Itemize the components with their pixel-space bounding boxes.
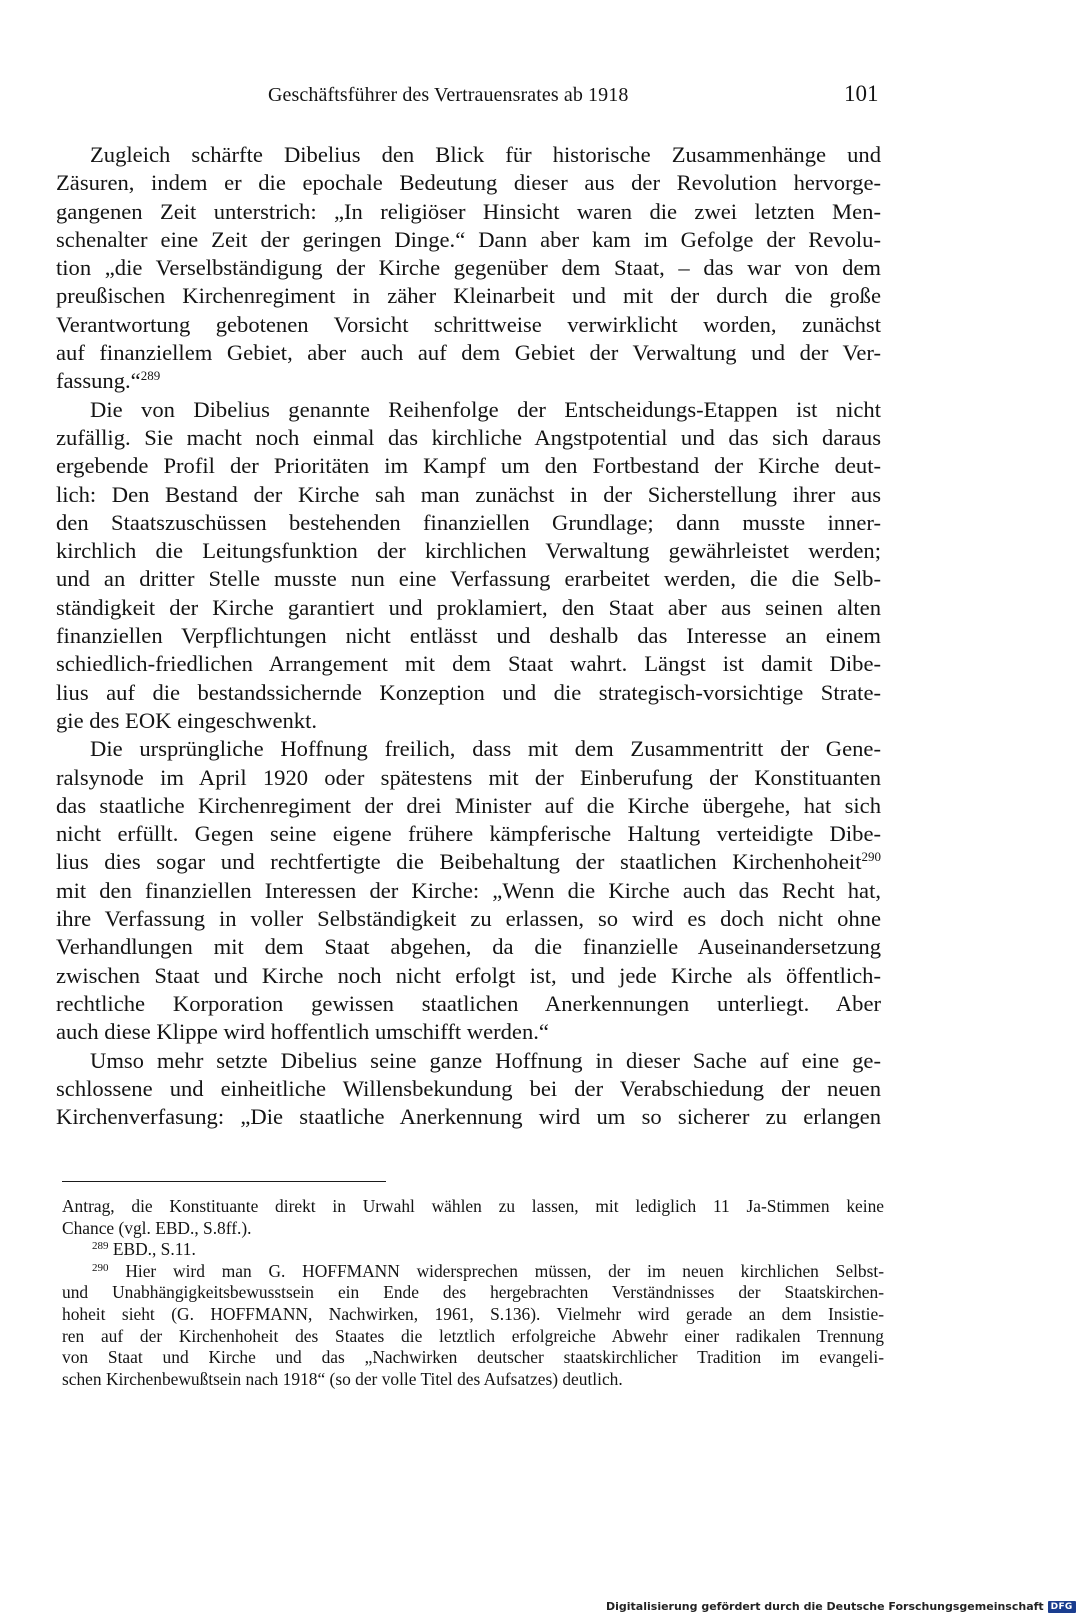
text-line-content: fassung.“: [56, 368, 141, 394]
digitization-banner: [606, 1600, 1076, 1613]
footnote-line: Chance (vgl. EBD., S.8ff.).: [62, 1217, 252, 1238]
text-line: das staatliche Kirchenregiment der drei Minister auf die Kirche übergehe, hat sich: [56, 792, 881, 818]
text-line: [56, 367, 881, 395]
dfg-logo-icon: DFG: [1048, 1601, 1076, 1613]
footnote-line: ren auf der Kirchenhoheit des Staates die letztlich erfolgreiche Abwehr einer radikalen Trennung: [62, 1325, 884, 1346]
text-line: und an dritter Stelle musste nun eine Verfassung erarbeitet werden, die die Selb-: [56, 566, 881, 592]
text-line: ergebende Profil der Prioritäten im Kampf um den Fortbestand der Kirche deut-: [56, 453, 881, 479]
main-text: [56, 141, 881, 1131]
footnote-290: [62, 1261, 884, 1283]
text-line: ralsynode im April 1920 oder spätestens mit der Einberufung der Konstituanten: [56, 764, 881, 790]
text-line: gie des EOK eingeschwenkt.: [56, 707, 318, 733]
text-line: ihre Verfassung in voller Selbständigkeit zu erlassen, so wird es doch nicht ohne: [56, 906, 881, 932]
footnote-ref-290[interactable]: 290: [861, 849, 881, 865]
text-line: [56, 848, 881, 876]
banner-text: Digitalisierung gefördert durch die Deutsche Forschungsgemeinschaft: [606, 1600, 1044, 1613]
running-header: Geschäftsführer des Vertrauensrates ab 1918: [268, 84, 629, 106]
footnote-ref-289[interactable]: 289: [140, 368, 161, 384]
text-line: schiedlich-friedlichen Arrangement mit dem Staat wahrt. Längst ist damit Dibe-: [56, 651, 881, 677]
footnote-line: Antrag, die Konstituante direkt in Urwahl wählen zu lassen, mit lediglich 11 Ja-Stimmen keine: [62, 1196, 884, 1216]
text-line: tion „die Verselbständigung der Kirche gegenüber dem Staat, – das war von dem: [56, 255, 881, 281]
footnote-line: von Staat und Kirche und das „Nachwirken deutscher staatskirchlicher Tradition im evangeli-: [62, 1347, 884, 1368]
text-line: Verantwortung gebotenen Vorsicht schrittweise verwirklicht worden, zunächst: [56, 311, 881, 337]
text-line: Die von Dibelius genannte Reihenfolge der Entscheidungs-Etappen ist nicht: [90, 396, 881, 422]
text-line: zwischen Staat und Kirche noch nicht erfolgt ist, und jede Kirche als öffentlich-: [56, 962, 881, 988]
text-line: lich: Den Bestand der Kirche sah man zunächst in der Sicherstellung ihrer aus: [56, 481, 881, 507]
text-line: den Staatszuschüssen bestehenden finanziellen Grundlage; dann musste inner-: [56, 509, 881, 535]
text-line: mit den finanziellen Interessen der Kirche: „Wenn die Kirche auch das Recht hat,: [56, 877, 881, 903]
text-line: Zäsuren, indem er die epochale Bedeutung dieser aus der Revolution hervorge-: [56, 170, 881, 196]
text-line: Zugleich schärfte Dibelius den Blick für historische Zusammenhänge und: [90, 142, 881, 167]
footnotes: [62, 1196, 884, 1390]
text-line: Umso mehr setzte Dibelius seine ganze Hoffnung in dieser Sache auf eine ge-: [90, 1047, 881, 1073]
text-line: auch diese Klippe wird hoffentlich umschifft werden.“: [56, 1019, 549, 1045]
footnote-separator: [62, 1181, 386, 1182]
text-line: preußischen Kirchenregiment in zäher Kleinarbeit und mit der durch die große: [56, 283, 881, 309]
page-number: 101: [844, 81, 879, 106]
text-line: ständigkeit der Kirche garantiert und proklamiert, den Staat aber aus seinen alten: [56, 594, 881, 620]
text-line: zufällig. Sie macht noch einmal das kirchliche Angstpotential und das sich daraus: [56, 424, 881, 450]
text-line-content: lius dies sogar und rechtfertigte die Beibehaltung der staatlichen Kirchenhoheit: [56, 849, 862, 875]
text-line: kirchlich die Leitungsfunktion der kirchlichen Verwaltung gewährleistet werden;: [56, 538, 881, 564]
footnote-line: und Unabhängigkeitsbewusstsein ein Ende des hergebrachten Verständnisses der Staatskirchen-: [62, 1282, 884, 1303]
footnote-line: hoheit sieht (G. HOFFMANN, Nachwirken, 1961, S.136). Vielmehr wird gerade an dem Insistie-: [62, 1303, 884, 1324]
footnote-text: Hier wird man G. HOFFMANN widersprechen müssen, der im neuen kirchlichen Selbst-: [125, 1260, 884, 1281]
footnote-line: schen Kirchenbewußtsein nach 1918“ (so der volle Titel des Aufsatzes) deutlich.: [62, 1368, 623, 1389]
text-line: schlossene und einheitliche Willensbekundung bei der Verabschiedung der neuen: [56, 1075, 881, 1101]
text-line: nicht erfüllt. Gegen seine eigene frühere kämpferische Haltung verteidigte Dibe-: [56, 821, 881, 847]
footnote-289: [62, 1239, 884, 1261]
text-line: Die ursprüngliche Hoffnung freilich, dass mit dem Zusammentritt der Gene-: [90, 736, 881, 762]
text-line: rechtliche Korporation gewissen staatlichen Anerkennungen unterliegt. Aber: [56, 990, 881, 1016]
text-line: gangenen Zeit unterstrich: „In religiöser Hinsicht waren die zwei letzten Men-: [56, 198, 881, 224]
text-line: lius auf die bestandssichernde Konzeption und die strategisch-vorsichtige Strate-: [56, 679, 881, 705]
footnote-number: 289: [92, 1240, 109, 1253]
text-line: auf finanziellem Gebiet, aber auch auf dem Gebiet der Verwaltung und der Ver-: [56, 340, 881, 366]
text-line: Kirchenverfasung: „Die staatliche Anerkennung wird um so sicherer zu erlangen: [56, 1104, 881, 1130]
text-line: Verhandlungen mit dem Staat abgehen, da die finanzielle Auseinandersetzung: [56, 934, 881, 960]
footnote-number: 290: [92, 1261, 109, 1274]
footnote-text: EBD., S.11.: [112, 1239, 196, 1260]
text-line: finanziellen Verpflichtungen nicht entlässt und deshalb das Interesse an einem: [56, 623, 881, 649]
text-line: schenalter eine Zeit der geringen Dinge.“ Dann aber kam im Gefolge der Revolu-: [56, 226, 881, 252]
